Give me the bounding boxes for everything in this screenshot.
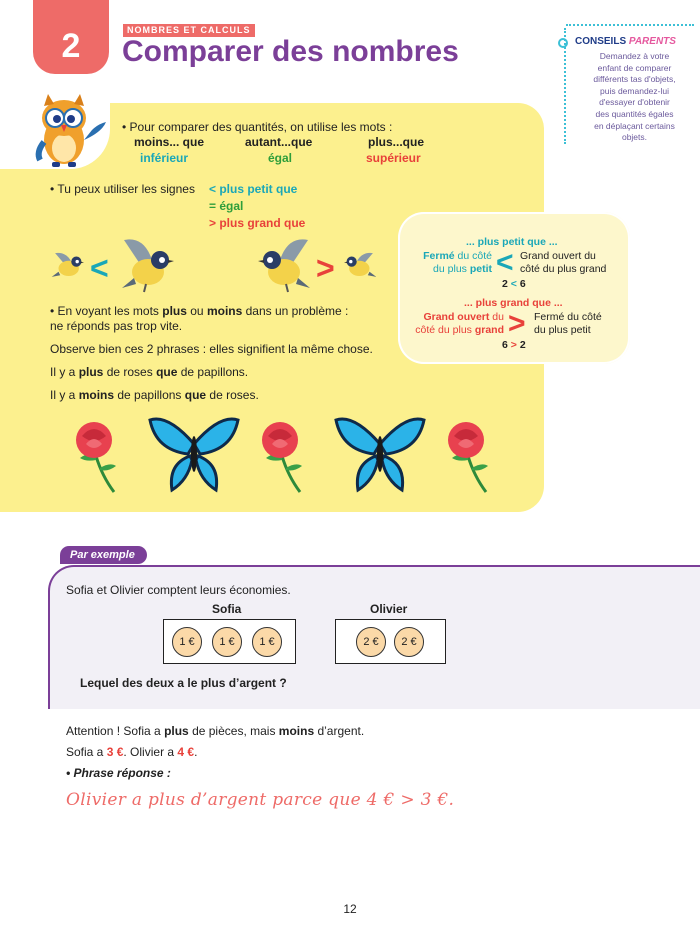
observe-line: Observe bien ces 2 phrases : elles signifient la même chose.: [50, 342, 373, 356]
parents-tips: [564, 28, 694, 144]
parents-text: [575, 51, 694, 144]
sofia-coin-box: [163, 619, 296, 664]
cloud-less-left: Fermé du côté du plus petit: [423, 250, 492, 275]
cloud-greater-left: Grand ouvert du côté du plus grand: [415, 311, 504, 336]
phrase-label: • Phrase réponse :: [66, 766, 171, 780]
warning-line-1: • En voyant les mots plus ou moins dans un problème :: [50, 304, 349, 318]
coin-2-euro: 2 €: [356, 627, 386, 657]
lesson-intro: • Pour comparer des quantités, on utilise les mots :: [122, 120, 393, 134]
olivier-label: Olivier: [370, 602, 408, 616]
butterfly-icon: [148, 414, 240, 494]
parents-line: d'essayer d'obtenir: [599, 97, 670, 108]
cloud-heading-less: ... plus petit que ...: [466, 236, 558, 248]
word-egal: égal: [268, 151, 293, 165]
cloud-greater-right: Fermé du côté du plus petit: [534, 311, 602, 336]
bird-greater-than-sign: >: [316, 250, 335, 286]
sentence-plus: Il y a plus de roses que de papillons.: [50, 365, 249, 379]
parents-line: différents tas d'objets,: [593, 74, 676, 85]
parents-divider: [566, 24, 694, 26]
example-tag: Par exemple: [60, 546, 147, 564]
word-autant-que: autant...que: [245, 135, 313, 149]
example-statement: Sofia et Olivier comptent leurs économies.: [66, 583, 291, 597]
word-superieur: supérieur: [366, 151, 421, 165]
parents-label-conseils: CONSEILS: [575, 36, 627, 47]
parents-heading: [575, 36, 694, 47]
sign-less-than: < plus petit que: [209, 182, 298, 196]
large-bird-icon: [118, 236, 174, 294]
small-bird-icon: [344, 248, 378, 282]
chapter-number: 2: [33, 0, 109, 74]
parents-line: puis demandez-lui: [600, 85, 669, 96]
sentence-moins: Il y a moins de papillons que de roses.: [50, 388, 259, 402]
answer-line-2: Sofia a 3 €. Olivier a 4 €.: [66, 745, 198, 759]
parents-line: objets.: [621, 132, 648, 143]
page-title: Comparer des nombres: [122, 35, 459, 68]
word-plus-que: plus...que: [368, 135, 425, 149]
cloud-less-than-sign: <: [496, 246, 514, 279]
rose-icon: [256, 416, 312, 494]
bird-less-than-sign: <: [90, 250, 109, 286]
parents-line: enfant de comparer: [597, 62, 672, 73]
cloud-heading-greater: ... plus grand que ...: [464, 297, 563, 309]
phrase-answer: Olivier a plus d’argent parce que 4 € > 3 €.: [66, 790, 455, 810]
sofia-label: Sofia: [212, 602, 242, 616]
parents-label-parents: PARENTS: [628, 36, 676, 47]
answer-line-1: Attention ! Sofia a plus de pièces, mais moins d’argent.: [66, 724, 365, 738]
example-question: Lequel des deux a le plus d’argent ?: [80, 676, 287, 690]
sign-equal: = égal: [209, 199, 244, 213]
parents-line: en déplaçant certains: [594, 120, 675, 131]
owl-mascot-icon: [32, 92, 112, 170]
parents-line: des quantités égales: [595, 108, 674, 119]
coin-2-euro: 2 €: [394, 627, 424, 657]
rose-icon: [70, 416, 126, 494]
coin-1-euro: 1 €: [172, 627, 202, 657]
rose-icon: [442, 416, 498, 494]
sign-greater-than: > plus grand que: [209, 216, 306, 230]
chapter-kicker: NOMBRES ET CALCULS: [123, 24, 255, 37]
butterfly-icon: [334, 414, 426, 494]
signs-intro: • Tu peux utiliser les signes: [50, 182, 195, 196]
cloud-example-greater: 6 > 2: [502, 339, 526, 351]
small-bird-icon: [50, 248, 84, 282]
word-inferieur: inférieur: [140, 151, 189, 165]
coin-1-euro: 1 €: [212, 627, 242, 657]
warning-line-2: ne réponds pas trop vite.: [50, 319, 183, 333]
large-bird-icon: [258, 236, 314, 294]
cloud-greater-than-sign: >: [508, 307, 526, 340]
coin-1-euro: 1 €: [252, 627, 282, 657]
page-number: 12: [343, 902, 357, 916]
parents-line: Demandez à votre: [599, 51, 670, 61]
cloud-less-right: Grand ouvert du côté du plus grand: [520, 250, 607, 275]
cloud-example-less: 2 < 6: [502, 278, 526, 290]
olivier-coin-box: [335, 619, 446, 664]
word-moins-que: moins... que: [134, 135, 205, 149]
